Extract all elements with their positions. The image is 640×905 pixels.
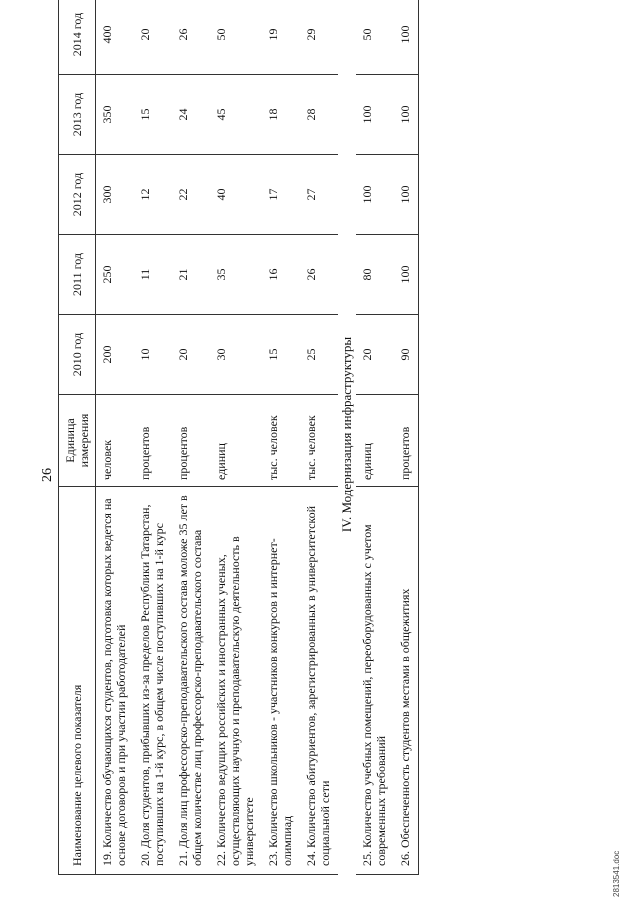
header-year-2013: 2013 год bbox=[59, 75, 96, 155]
value-2013: 45 bbox=[210, 75, 262, 155]
value-2013: 28 bbox=[300, 75, 338, 155]
value-2010: 90 bbox=[394, 315, 419, 395]
value-2013: 350 bbox=[96, 75, 135, 155]
header-unit: Единица измерения bbox=[59, 395, 96, 487]
indicator-unit: процентов bbox=[394, 395, 419, 487]
indicator-unit: человек bbox=[96, 395, 135, 487]
value-2012: 100 bbox=[394, 155, 419, 235]
value-2013: 15 bbox=[134, 75, 172, 155]
value-2010: 20 bbox=[172, 315, 210, 395]
value-2010: 200 bbox=[96, 315, 135, 395]
indicator-name: 26. Обеспеченность студентов местами в общежитиях bbox=[394, 487, 419, 875]
value-2012: 27 bbox=[300, 155, 338, 235]
value-2012: 40 bbox=[210, 155, 262, 235]
value-2011: 26 bbox=[300, 235, 338, 315]
value-2014: 50 bbox=[356, 0, 394, 75]
indicator-unit: единиц bbox=[210, 395, 262, 487]
indicator-unit: единиц bbox=[356, 395, 394, 487]
value-2014: 20 bbox=[134, 0, 172, 75]
value-2011: 11 bbox=[134, 235, 172, 315]
value-2011: 250 bbox=[96, 235, 135, 315]
value-2010: 15 bbox=[262, 315, 300, 395]
indicator-name: 21. Доля лиц профессорско-преподавательского состава моложе 35 лет в общем количестве лиц профессорско-преподавательского состава bbox=[172, 487, 210, 875]
value-2010: 10 bbox=[134, 315, 172, 395]
table-row bbox=[210, 0, 262, 875]
value-2012: 22 bbox=[172, 155, 210, 235]
page-number: 26 bbox=[40, 468, 55, 482]
section-row bbox=[338, 0, 356, 875]
value-2010: 20 bbox=[356, 315, 394, 395]
indicator-name: 24. Количество абитуриентов, зарегистрированных в университетской социальной сети bbox=[300, 487, 338, 875]
value-2014: 100 bbox=[394, 0, 419, 75]
value-2013: 18 bbox=[262, 75, 300, 155]
indicator-name: 25. Количество учебных помещений, переоборудованных с учетом современных требований bbox=[356, 487, 394, 875]
value-2011: 35 bbox=[210, 235, 262, 315]
indicator-unit: процентов bbox=[134, 395, 172, 487]
header-year-2012: 2012 год bbox=[59, 155, 96, 235]
value-2013: 24 bbox=[172, 75, 210, 155]
value-2014: 50 bbox=[210, 0, 262, 75]
value-2012: 12 bbox=[134, 155, 172, 235]
table-row bbox=[356, 0, 394, 875]
value-2010: 25 bbox=[300, 315, 338, 395]
value-2011: 100 bbox=[394, 235, 419, 315]
table-row bbox=[172, 0, 210, 875]
header-year-2014: 2014 год bbox=[59, 0, 96, 75]
value-2011: 21 bbox=[172, 235, 210, 315]
value-2010: 30 bbox=[210, 315, 262, 395]
indicator-unit: тыс. человек bbox=[262, 395, 300, 487]
header-year-2010: 2010 год bbox=[59, 315, 96, 395]
header-year-2011: 2011 год bbox=[59, 235, 96, 315]
value-2012: 300 bbox=[96, 155, 135, 235]
value-2012: 17 bbox=[262, 155, 300, 235]
table-row bbox=[134, 0, 172, 875]
table-row bbox=[262, 0, 300, 875]
value-2013: 100 bbox=[356, 75, 394, 155]
value-2014: 26 bbox=[172, 0, 210, 75]
footer-filename: 2813541.doc bbox=[612, 850, 621, 897]
indicator-unit: процентов bbox=[172, 395, 210, 487]
table-row bbox=[394, 0, 419, 875]
indicator-name: 19. Количество обучающихся студентов, подготовка которых ведется на основе договоров и при участии работодателей bbox=[96, 487, 135, 875]
indicator-name: 22. Количество ведущих российских и иностранных ученых, осуществляющих научную и преподавательскую деятельность в университете bbox=[210, 487, 262, 875]
table-row bbox=[96, 0, 135, 875]
value-2011: 16 bbox=[262, 235, 300, 315]
value-2014: 400 bbox=[96, 0, 135, 75]
indicator-unit: тыс. человек bbox=[300, 395, 338, 487]
value-2012: 100 bbox=[356, 155, 394, 235]
table-header-row bbox=[59, 0, 96, 875]
value-2011: 80 bbox=[356, 235, 394, 315]
value-2014: 19 bbox=[262, 0, 300, 75]
indicator-name: 23. Количество школьников - участников конкурсов и интернет-олимпиад bbox=[262, 487, 300, 875]
table-row bbox=[300, 0, 338, 875]
value-2014: 29 bbox=[300, 0, 338, 75]
header-indicator-name: Наименование целевого показателя bbox=[59, 487, 96, 875]
indicator-name: 20. Доля студентов, прибывших из-за пределов Республики Татарстан, поступивших на 1-й курс, в общем числе поступивших на 1-й курс bbox=[134, 487, 172, 875]
target-indicators-table bbox=[58, 0, 419, 875]
value-2013: 100 bbox=[394, 75, 419, 155]
section-title: IV. Модернизация инфраструктуры bbox=[339, 336, 354, 533]
